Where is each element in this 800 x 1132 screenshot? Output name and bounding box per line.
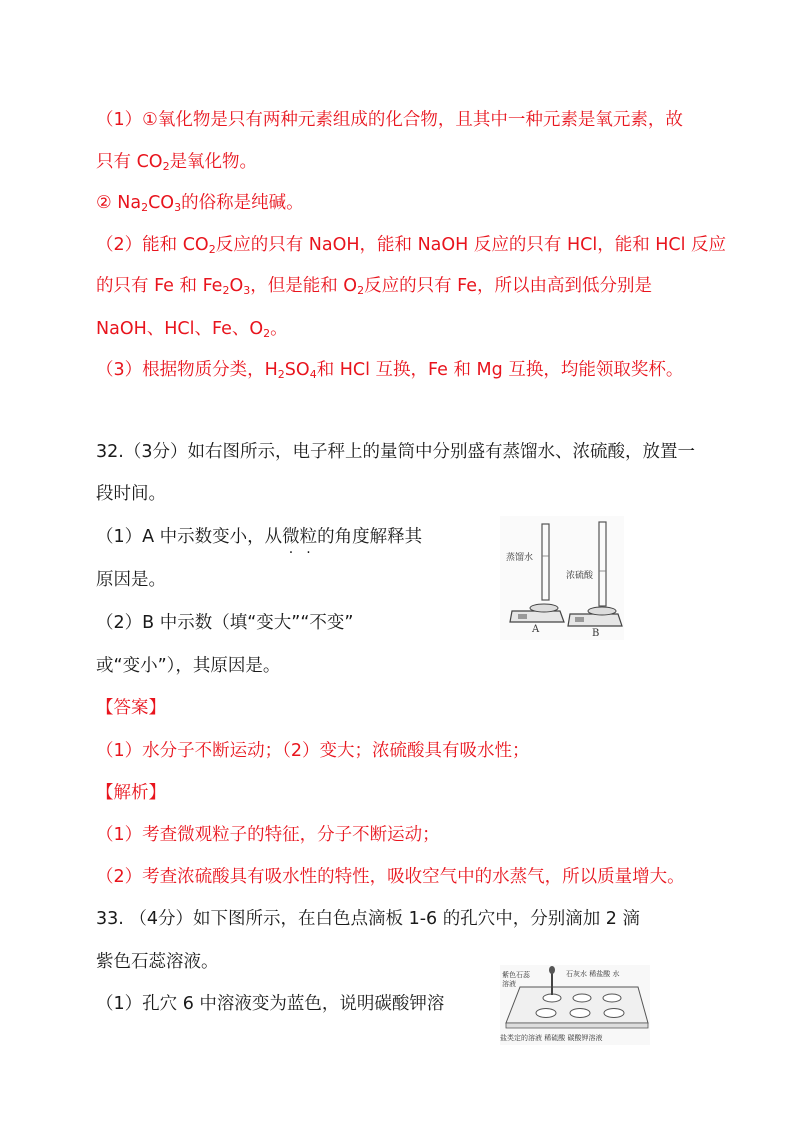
q32-stem-line-2: 段时间。 bbox=[96, 484, 166, 504]
answer-tag: 【答案】 bbox=[96, 698, 166, 718]
fig-label-acid: 浓硫酸 bbox=[566, 571, 594, 581]
q33-part1-line: （1）孔穴 6 中溶液变为蓝色，说明碳酸钾溶 bbox=[96, 994, 445, 1014]
q32-stem-line-1: 32.（3分）如右图所示，电子秤上的量筒中分别盛有蒸馏水、浓硫酸，放置一 bbox=[96, 442, 695, 462]
emphasis-char-1: 微 bbox=[282, 527, 300, 547]
q32-part1-line-2: 原因是。 bbox=[96, 570, 166, 590]
q33-stem-line-1: 33. （4分）如下图所示，在白色点滴板 1-6 的孔穴中，分别滴加 2 滴 bbox=[96, 909, 640, 929]
fig-label-water: 蒸馏水 bbox=[506, 553, 534, 563]
q32-part1-line: （1）A 中示数变小，从微粒的角度解释其 bbox=[96, 527, 423, 547]
q33-figure-spot-plate bbox=[500, 965, 650, 1045]
scales-illustration bbox=[500, 516, 624, 640]
fig-label-top: 石灰水 稀盐酸 水 bbox=[566, 970, 620, 978]
q32-analysis-line-1: （1）考查微观粒子的特征，分子不断运动； bbox=[96, 825, 440, 845]
analysis-line-7: （3）根据物质分类，$H_2SO_4$和 HCl 互换，Fe 和 Mg 互换，均能领取奖杯。 bbox=[96, 360, 684, 381]
analysis-line-5: 的只有 Fe 和 $Fe_2O_3$，但是能和 $O_2$反应的只有 Fe，所以由高到低分别是 bbox=[96, 276, 653, 297]
fig-label-litmus: 紫色石蕊溶液 bbox=[502, 971, 530, 988]
answer-line: （1）水分子不断运动；（2）变大；浓硫酸具有吸水性； bbox=[96, 741, 530, 761]
q33-stem-line-2: 紫色石蕊溶液。 bbox=[96, 952, 219, 972]
fig-tag-b: B bbox=[592, 628, 600, 639]
analysis-line-4: （2）能和 $CO_2$反应的只有 NaOH，能和 NaOH 反应的只有 HCl，能和 HCl 反应 bbox=[96, 235, 727, 256]
analysis-line-2: 只有 $CO_2$是氧化物。 bbox=[96, 152, 258, 173]
emphasis-char-2: 粒 bbox=[299, 527, 318, 547]
q32-part2-line: （2）B 中示数（填“变大”“不变” bbox=[96, 613, 354, 633]
fig-label-bottom: 盐类定的溶液 稀硫酸 碳酸钾溶液 bbox=[500, 1034, 603, 1042]
fig-tag-a: A bbox=[532, 624, 540, 635]
analysis-tag: 【解析】 bbox=[96, 783, 166, 803]
analysis-line-6: NaOH、HCl、Fe、$O_2$。 bbox=[96, 319, 288, 340]
q32-part2-line-2: 或“变小”），其原因是。 bbox=[96, 656, 281, 676]
analysis-line-1: （1）①氧化物是只有两种元素组成的化合物，且其中一种元素是氧元素，故 bbox=[96, 110, 683, 130]
q32-figure-scales bbox=[500, 516, 624, 640]
analysis-line-3: ② $Na_2CO_3$的俗称是纯碱。 bbox=[96, 193, 304, 214]
q32-analysis-line-2: （2）考查浓硫酸具有吸水性的特性，吸收空气中的水蒸气，所以质量增大。 bbox=[96, 867, 685, 887]
